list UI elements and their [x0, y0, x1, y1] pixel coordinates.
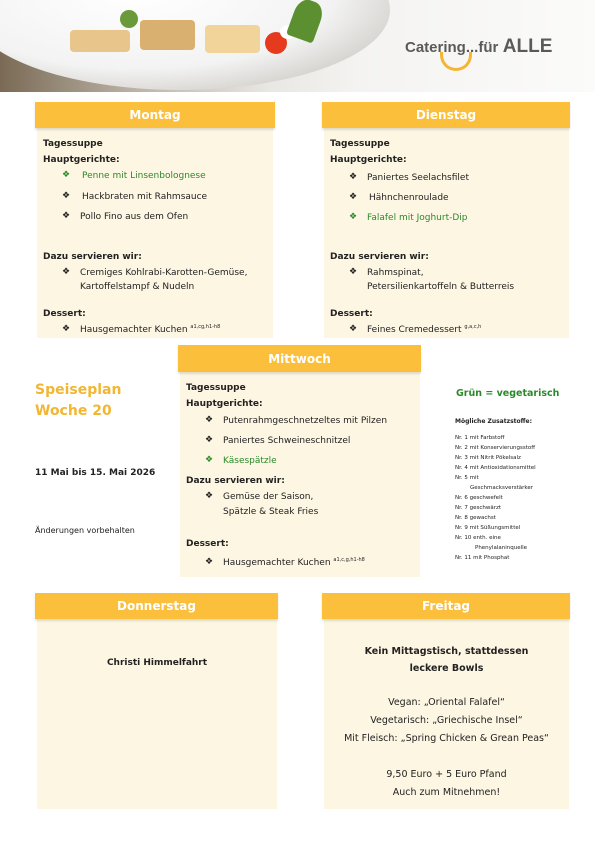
- tuesday-soup: Tagessuppe: [330, 139, 390, 149]
- bullet-icon: ❖: [349, 267, 358, 277]
- thursday-note: Christi Himmelfahrt: [106, 658, 208, 668]
- monday-sides-label: Dazu servieren wir:: [43, 252, 142, 262]
- bullet-icon: ❖: [205, 435, 214, 445]
- food-plate-image: [0, 0, 390, 90]
- additive-item: Phenylalaninquelle: [475, 545, 528, 551]
- bullet-icon: ❖: [62, 170, 71, 180]
- monday-dessert: Hausgemachter Kuchen $^{a1,cg,h1-h8}$: [80, 324, 221, 335]
- additive-item: Nr. 8 gewachst: [455, 515, 496, 521]
- plan-note: Änderungen vorbehalten: [35, 526, 135, 535]
- tuesday-sides-label: Dazu servieren wir:: [330, 252, 429, 262]
- herb-image: [120, 10, 138, 28]
- monday-main-3: Pollo Fino aus dem Ofen: [80, 212, 189, 222]
- bullet-icon: ❖: [349, 172, 358, 182]
- additive-item: Nr. 7 geschwärzt: [455, 505, 502, 511]
- additive-item: Nr. 5 mit: [455, 475, 479, 481]
- bullet-icon: ❖: [205, 415, 214, 425]
- bullet-icon: ❖: [349, 212, 358, 222]
- monday-main-2: Hackbraten mit Rahmsauce: [82, 192, 208, 202]
- thursday-header: Donnerstag: [35, 593, 278, 619]
- plan-title: Speiseplan: [35, 382, 122, 398]
- wednesday-sides-2: Spätzle & Steak Fries: [223, 507, 319, 517]
- food-image: [205, 25, 260, 53]
- friday-header: Freitag: [322, 593, 570, 619]
- tuesday-dessert: Feines Cremedessert $^{g,a,c,h}$: [367, 324, 482, 335]
- additive-item: Nr. 9 mit Süßungsmittel: [455, 525, 521, 531]
- food-image: [140, 20, 195, 50]
- bullet-icon: ❖: [349, 192, 358, 202]
- monday-soup: Tagessuppe: [43, 139, 103, 149]
- bullet-icon: ❖: [205, 491, 214, 501]
- wednesday-dessert: Hausgemachter Kuchen $^{a1,c,g,h1-h8}$: [223, 557, 365, 568]
- tuesday-main-label: Hauptgerichte:: [330, 155, 407, 165]
- tuesday-header: Dienstag: [322, 102, 570, 128]
- thursday-panel: [37, 619, 277, 809]
- brand-logo: Catering...für ALLE: [405, 36, 553, 57]
- tuesday-main-2: Hähnchenroulade: [369, 193, 449, 203]
- additive-item: Nr. 4 mit Antioxidationsmittel: [455, 465, 536, 471]
- monday-sides-2: Kartoffelstampf & Nudeln: [80, 282, 195, 292]
- friday-vegetarian: Vegetarisch: „Griechische Insel“: [370, 715, 523, 726]
- additives-title: Mögliche Zusatzstoffe:: [455, 418, 532, 425]
- additive-item: Nr. 2 mit Konservierungsstoff: [455, 445, 536, 451]
- tuesday-main-1: Paniertes Seelachsfilet: [367, 173, 469, 183]
- monday-main-1: Penne mit Linsenbolognese: [82, 171, 206, 181]
- monday-main-label: Hauptgerichte:: [43, 155, 120, 165]
- tuesday-sides-1: Rahmspinat,: [367, 268, 424, 278]
- friday-takeaway: Auch zum Mitnehmen!: [392, 787, 501, 798]
- additive-item: Nr. 6 geschwefelt: [455, 495, 503, 501]
- wednesday-main-2: Paniertes Schweineschnitzel: [223, 436, 351, 446]
- wednesday-sides-1: Gemüse der Saison,: [223, 492, 314, 502]
- bullet-icon: ❖: [349, 324, 358, 334]
- plan-week: Woche 20: [35, 403, 112, 419]
- friday-vegan: Vegan: „Oriental Falafel“: [388, 697, 505, 708]
- additive-item: Nr. 10 enth. eine: [455, 535, 501, 541]
- food-image: [70, 30, 130, 52]
- additive-item: Nr. 3 mit Nitrit Pökelsalz: [455, 455, 521, 461]
- wednesday-main-label: Hauptgerichte:: [186, 399, 263, 409]
- monday-header: Montag: [35, 102, 275, 128]
- bullet-icon: ❖: [205, 557, 214, 567]
- friday-line-1: Kein Mittagstisch, stattdessen: [364, 646, 529, 657]
- wednesday-soup: Tagessuppe: [186, 383, 246, 393]
- wednesday-main-1: Putenrahmgeschnetzeltes mit Pilzen: [223, 416, 388, 426]
- additive-item: Nr. 11 mit Phosphat: [455, 555, 510, 561]
- additive-item: Nr. 1 mit Farbstoff: [455, 435, 505, 441]
- tuesday-dessert-label: Dessert:: [330, 309, 373, 319]
- friday-price: 9,50 Euro + 5 Euro Pfand: [386, 769, 507, 780]
- tuesday-main-3: Falafel mit Joghurt-Dip: [367, 213, 468, 223]
- wednesday-main-3: Käsespätzle: [223, 456, 277, 466]
- bullet-icon: ❖: [62, 191, 71, 201]
- bullet-icon: ❖: [62, 267, 71, 277]
- bullet-icon: ❖: [205, 455, 214, 465]
- bullet-icon: ❖: [62, 211, 71, 221]
- friday-line-2: leckere Bowls: [409, 663, 484, 674]
- wednesday-header: Mittwoch: [178, 345, 421, 372]
- monday-sides-1: Cremiges Kohlrabi-Karotten-Gemüse,: [80, 268, 248, 278]
- additive-item: Geschmacksverstärker: [470, 485, 534, 491]
- monday-dessert-label: Dessert:: [43, 309, 86, 319]
- wednesday-dessert-label: Dessert:: [186, 539, 229, 549]
- tuesday-sides-2: Petersilienkartoffeln & Butterreis: [367, 282, 515, 292]
- bullet-icon: ❖: [62, 324, 71, 334]
- wednesday-sides-label: Dazu servieren wir:: [186, 476, 285, 486]
- plan-dates: 11 Mai bis 15. Mai 2026: [35, 468, 156, 478]
- green-vegetarian-note: Grün = vegetarisch: [456, 388, 560, 399]
- friday-meat: Mit Fleisch: „Spring Chicken & Grean Peas“: [344, 733, 549, 744]
